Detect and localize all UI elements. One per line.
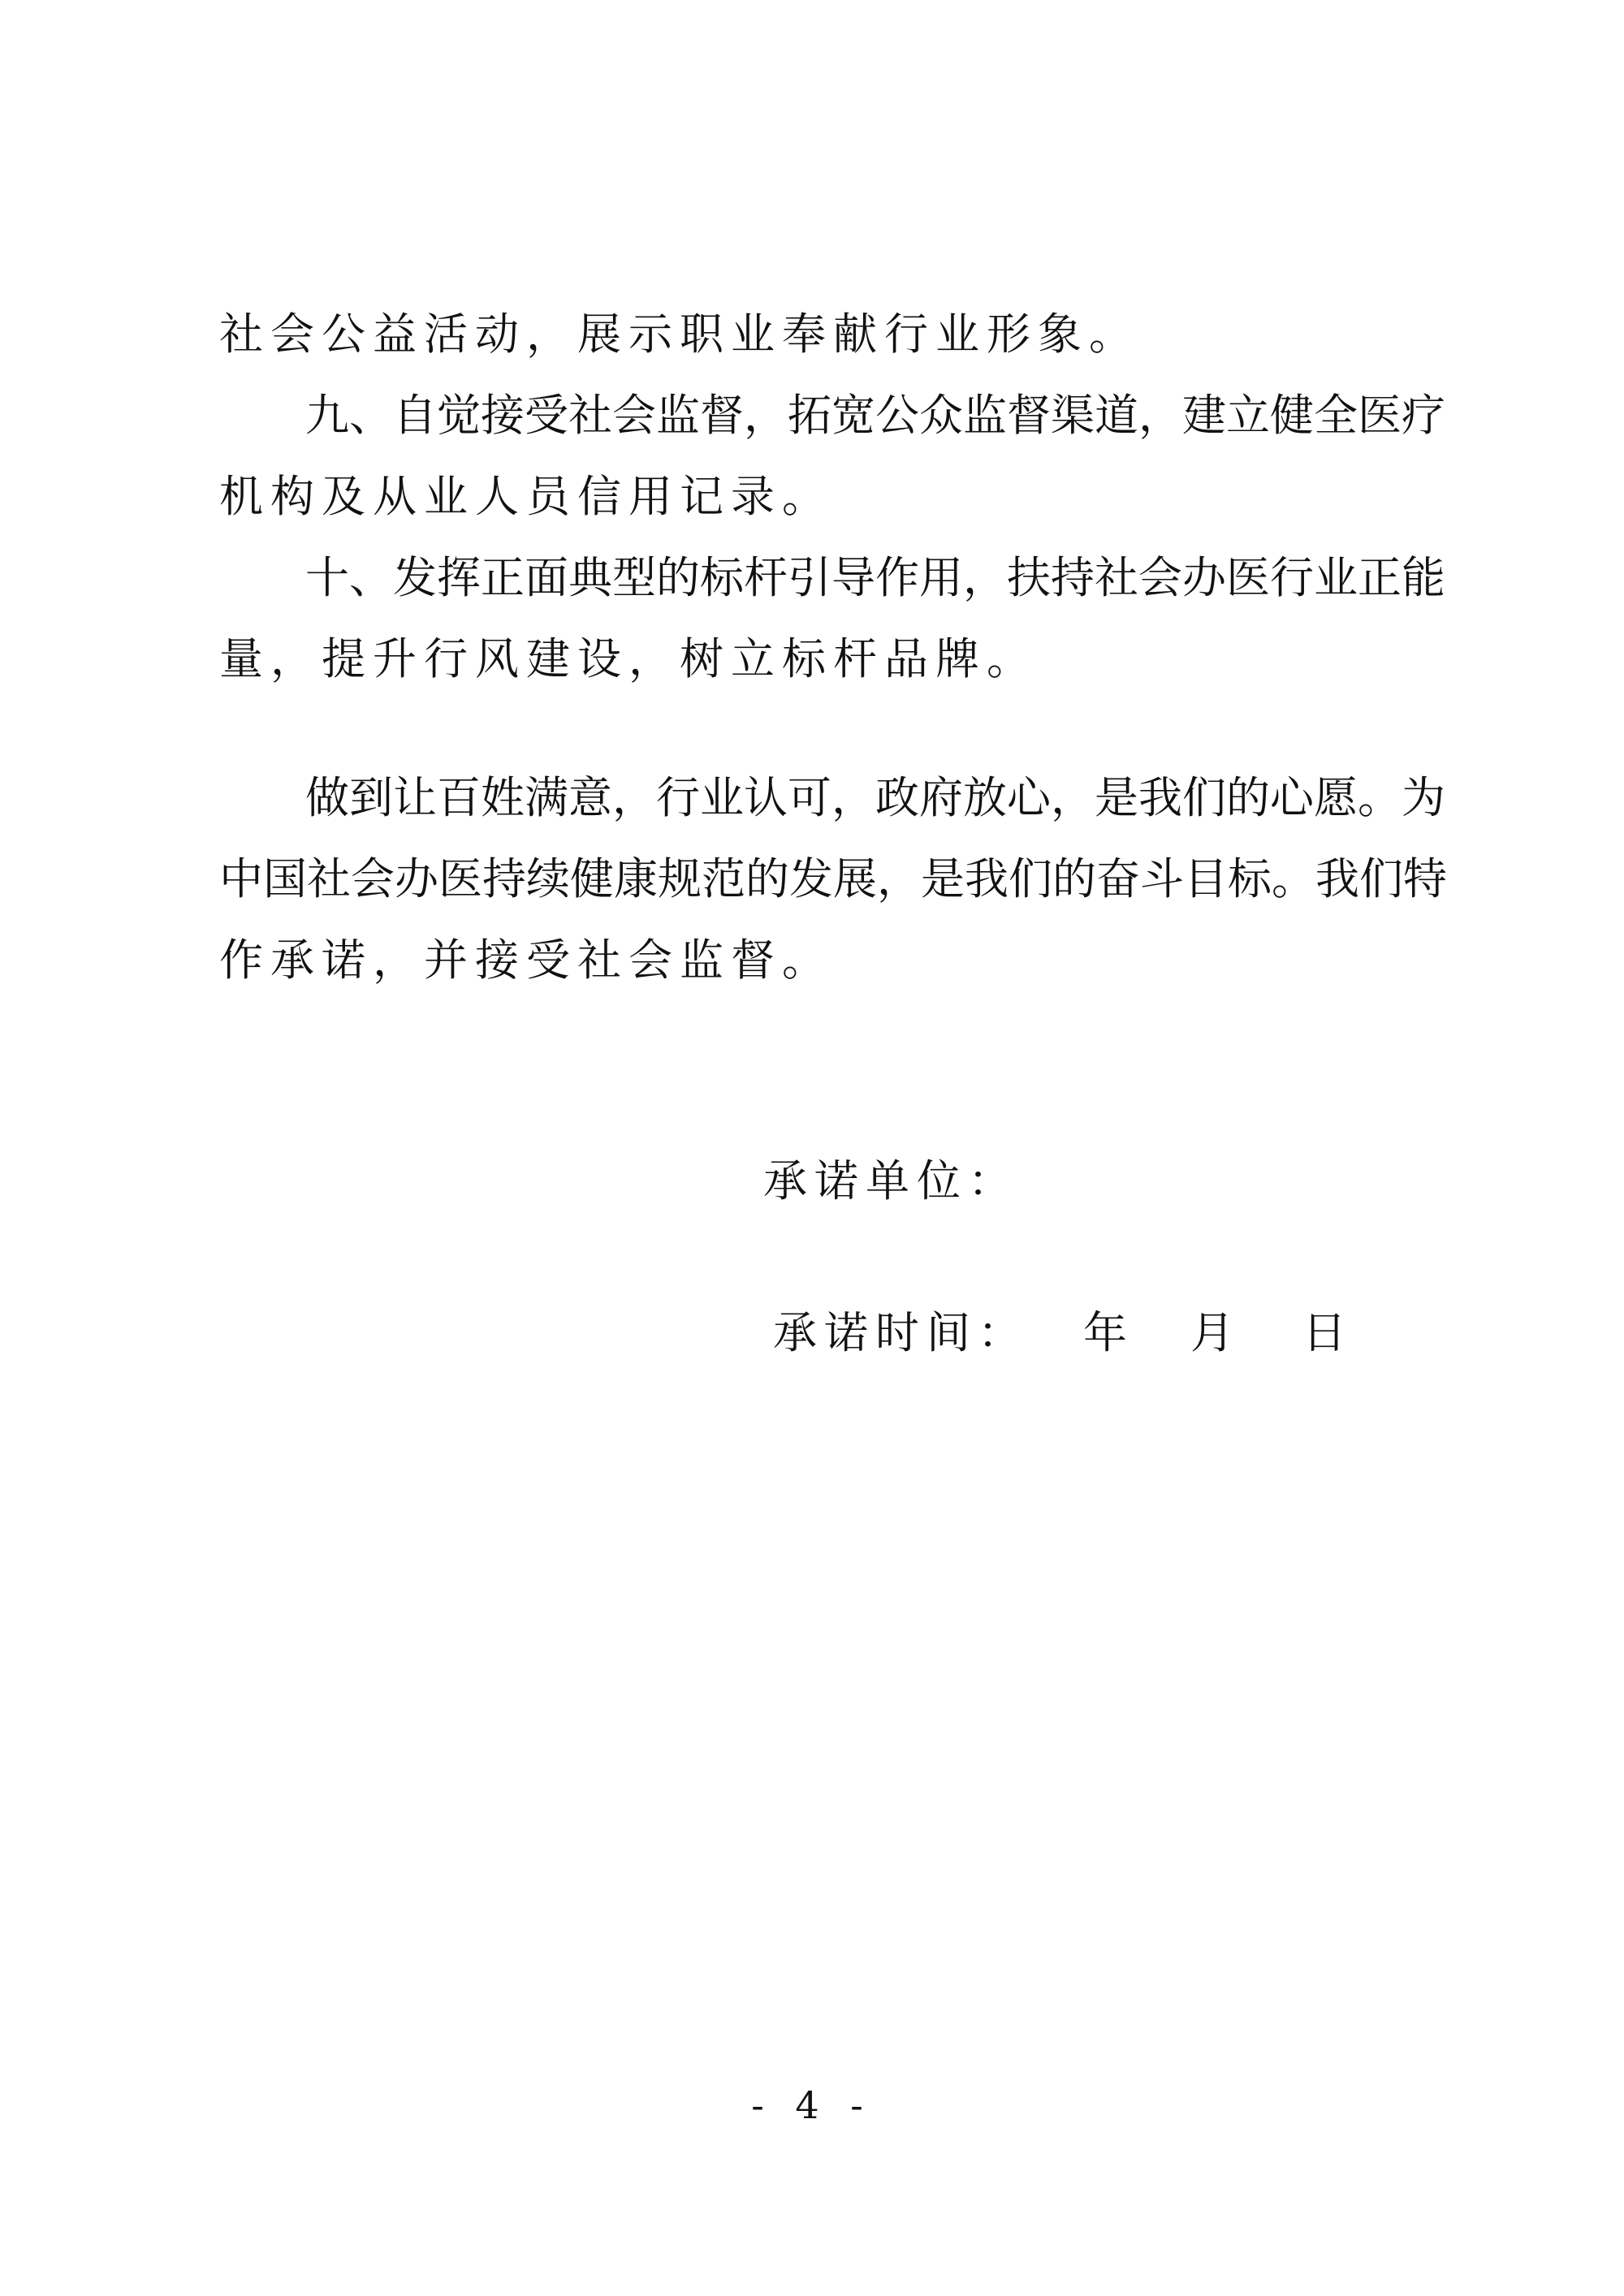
pledge-time-label: 承诺时间： bbox=[773, 1307, 1029, 1358]
clause-nine-line-2: 机构及从业人员信用记录。 bbox=[219, 471, 833, 522]
closing-line-1: 做到让百姓满意，行业认可，政府放心，是我们的心愿。为 bbox=[305, 772, 1445, 823]
year-label: 年 bbox=[1083, 1307, 1127, 1358]
page-number: - 4 - bbox=[751, 2083, 873, 2127]
month-label: 月 bbox=[1190, 1307, 1234, 1358]
clause-ten-line-2: 量，提升行风建设，树立标杆品牌。 bbox=[219, 633, 1038, 684]
clause-nine-line-1: 九、自觉接受社会监督，拓宽公众监督渠道，建立健全医疗 bbox=[305, 390, 1445, 441]
closing-line-2: 中国社会办医持续健康规范的发展，是我们的奋斗目标。我们特 bbox=[219, 853, 1447, 904]
closing-line-3: 作承诺，并接受社会监督。 bbox=[219, 934, 833, 986]
pledge-unit-label: 承诺单位： bbox=[763, 1155, 1019, 1206]
day-label: 日 bbox=[1302, 1307, 1346, 1358]
text-line-1: 社会公益活动，展示职业奉献行业形象。 bbox=[219, 309, 1140, 360]
clause-ten-line-1: 十、发挥正面典型的标杆引导作用，扶持社会办医行业正能 bbox=[305, 552, 1445, 603]
